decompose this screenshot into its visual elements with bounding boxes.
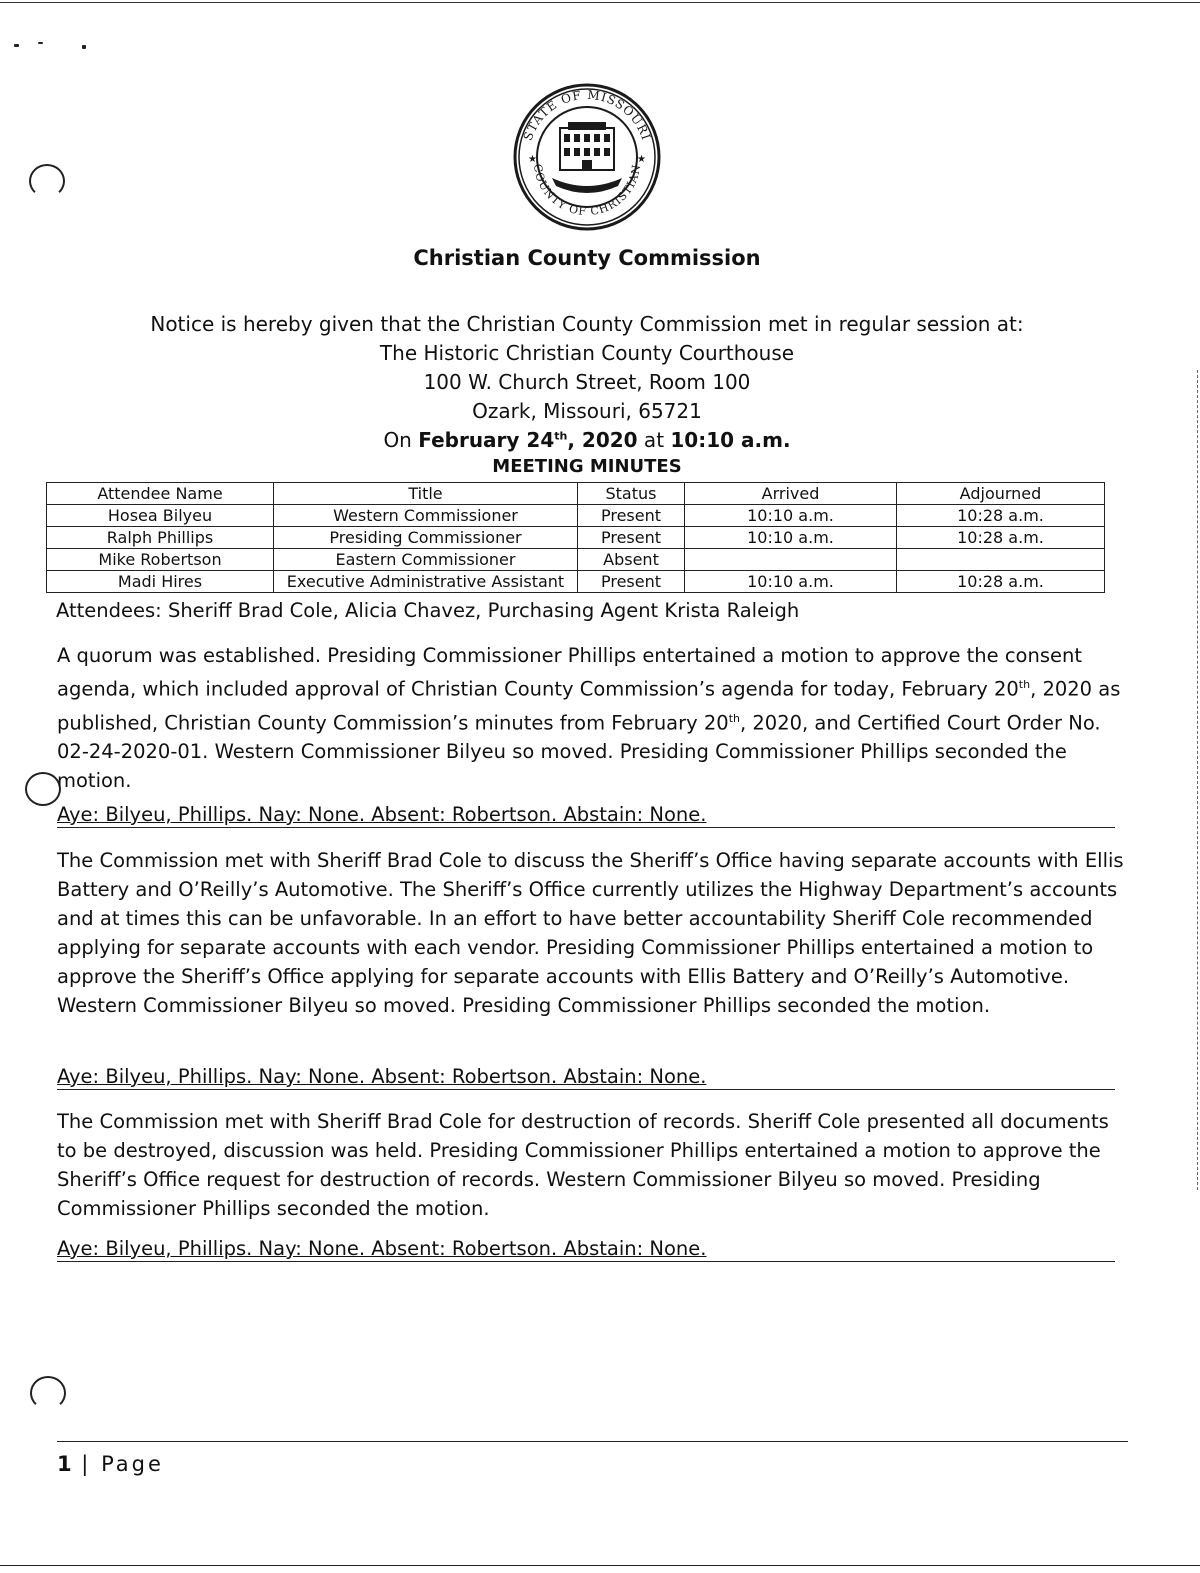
header-title: Title <box>274 483 578 505</box>
paragraph-1-text-b: , 2020 as published, Christian County Commission’s minutes from February 20 <box>57 677 1121 734</box>
scan-top-edge <box>0 2 1200 3</box>
cell-title: Western Commissioner <box>274 505 578 527</box>
vote-record-3: Aye: Bilyeu, Phillips. Nay: None. Absent: Robertson. Abstain: None. <box>57 1237 1115 1262</box>
seal-banner <box>552 178 622 193</box>
notice-date-prefix: On <box>383 428 419 452</box>
page-label: Page <box>101 1452 164 1476</box>
county-seal <box>512 82 662 232</box>
scan-speck <box>82 45 86 49</box>
page-separator: | <box>71 1452 102 1476</box>
header-attendee-name: Attendee Name <box>47 483 274 505</box>
meeting-year: , 2020 <box>567 428 638 452</box>
minutes-heading: MEETING MINUTES <box>492 456 682 477</box>
punch-hole-top <box>29 164 65 198</box>
cell-arrived: 10:10 a.m. <box>685 505 897 527</box>
cell-title: Eastern Commissioner <box>274 549 578 571</box>
table-header-row <box>47 483 1105 505</box>
seal-text-top: STATE OF MISSOURI <box>520 87 654 143</box>
cell-status: Present <box>578 527 685 549</box>
notice-at: at <box>637 428 671 452</box>
attendees-line: Attendees: Sheriff Brad Cole, Alicia Chavez, Purchasing Agent Krista Raleigh <box>56 599 800 622</box>
cell-adjourned: 10:28 a.m. <box>897 571 1105 593</box>
document-title: Christian County Commission <box>413 246 761 270</box>
notice-street: 100 W. Church Street, Room 100 <box>423 370 751 394</box>
page-number: 1 <box>57 1452 72 1476</box>
cell-status: Present <box>578 571 685 593</box>
cell-title: Presiding Commissioner <box>274 527 578 549</box>
courthouse-icon <box>560 122 614 170</box>
scan-bottom-edge <box>0 1565 1200 1566</box>
notice-city: Ozark, Missouri, 65721 <box>472 399 702 423</box>
footer-rule <box>57 1441 1128 1442</box>
cell-adjourned: 10:28 a.m. <box>897 527 1105 549</box>
punch-hole-bottom <box>30 1376 66 1410</box>
paragraph-1-ordinal-b: th <box>728 711 740 725</box>
cell-name: Ralph Phillips <box>47 527 274 549</box>
cell-arrived <box>685 549 897 571</box>
header-arrived: Arrived <box>685 483 897 505</box>
cell-name: Hosea Bilyeu <box>47 505 274 527</box>
scan-speck <box>14 44 19 47</box>
seal-star-right: ★ <box>637 154 646 165</box>
punch-hole-middle <box>25 772 61 806</box>
cell-arrived: 10:10 a.m. <box>685 571 897 593</box>
vote-record-2: Aye: Bilyeu, Phillips. Nay: None. Absent: Robertson. Abstain: None. <box>57 1065 1115 1090</box>
meeting-date: February 24 <box>418 428 555 452</box>
vote-record-1: Aye: Bilyeu, Phillips. Nay: None. Absent: Robertson. Abstain: None. <box>57 803 1115 828</box>
cell-adjourned: 10:28 a.m. <box>897 505 1105 527</box>
paragraph-records-destruction: The Commission met with Sheriff Brad Cole for destruction of records. Sheriff Cole presented all documents to be destroyed, discussion was held. Presiding Commissioner Phillips entertained a motion to approve the Sheriff’s Office request for destruction of records. Western Commissioner Bilyeu so moved. Presiding Commissioner Phillips seconded the motion. <box>57 1110 1109 1220</box>
notice-venue: The Historic Christian County Courthouse <box>379 341 795 365</box>
header-adjourned: Adjourned <box>897 483 1105 505</box>
scan-speck <box>38 42 43 44</box>
paragraph-consent-agenda <box>57 641 1127 795</box>
cell-arrived: 10:10 a.m. <box>685 527 897 549</box>
table-row <box>47 527 1105 549</box>
cell-name: Madi Hires <box>47 571 274 593</box>
notice-date-line <box>0 428 1174 452</box>
attendance-table <box>46 482 1105 593</box>
paragraph-sheriff-accounts: The Commission met with Sheriff Brad Cole to discuss the Sheriff’s Office having separate accounts with Ellis Battery and O’Reilly’s Automotive. The Sheriff’s Office currently utilizes the Highway Department’s accounts and at times this can be unfavorable. In an effort to have better accountability Sheriff Cole recommended applying for separate accounts with each vendor. Presiding Commissioner Phillips entertained a motion to approve the Sheriff’s Office applying for separate accounts with Ellis Battery and O’Reilly’s Automotive. Western Commissioner Bilyeu so moved. Presiding Commissioner Phillips seconded the motion. <box>57 849 1124 1017</box>
seal-star-left: ★ <box>528 154 537 165</box>
cell-status: Absent <box>578 549 685 571</box>
notice-line-1: Notice is hereby given that the Christian County Commission met in regular session at: <box>150 312 1024 336</box>
table-row <box>47 549 1105 571</box>
cell-name: Mike Robertson <box>47 549 274 571</box>
meeting-time: 10:10 a.m. <box>670 428 791 452</box>
paragraph-1-text-a: A quorum was established. Presiding Commissioner Phillips entertained a motion to approve the consent agenda, which included approval of Christian County Commission’s agenda for today, February 20 <box>57 644 1083 701</box>
table-row <box>47 505 1105 527</box>
cell-status: Present <box>578 505 685 527</box>
page-footer <box>57 1452 164 1476</box>
header-status: Status <box>578 483 685 505</box>
paragraph-1-ordinal-a: th <box>1018 678 1031 691</box>
paragraph-1-text-c: , 2020, and Certified Court Order No. 02-24-2020-01. Western Commissioner Bilyeu so moved. Presiding Commissioner Phillips seconded the motion. <box>57 711 1101 792</box>
table-row <box>47 571 1105 593</box>
seal-text-bottom: COUNTY OF CHRISTIAN <box>530 163 644 219</box>
cell-adjourned <box>897 549 1105 571</box>
meeting-date-ordinal: th <box>554 429 568 443</box>
cell-title: Executive Administrative Assistant <box>274 571 578 593</box>
